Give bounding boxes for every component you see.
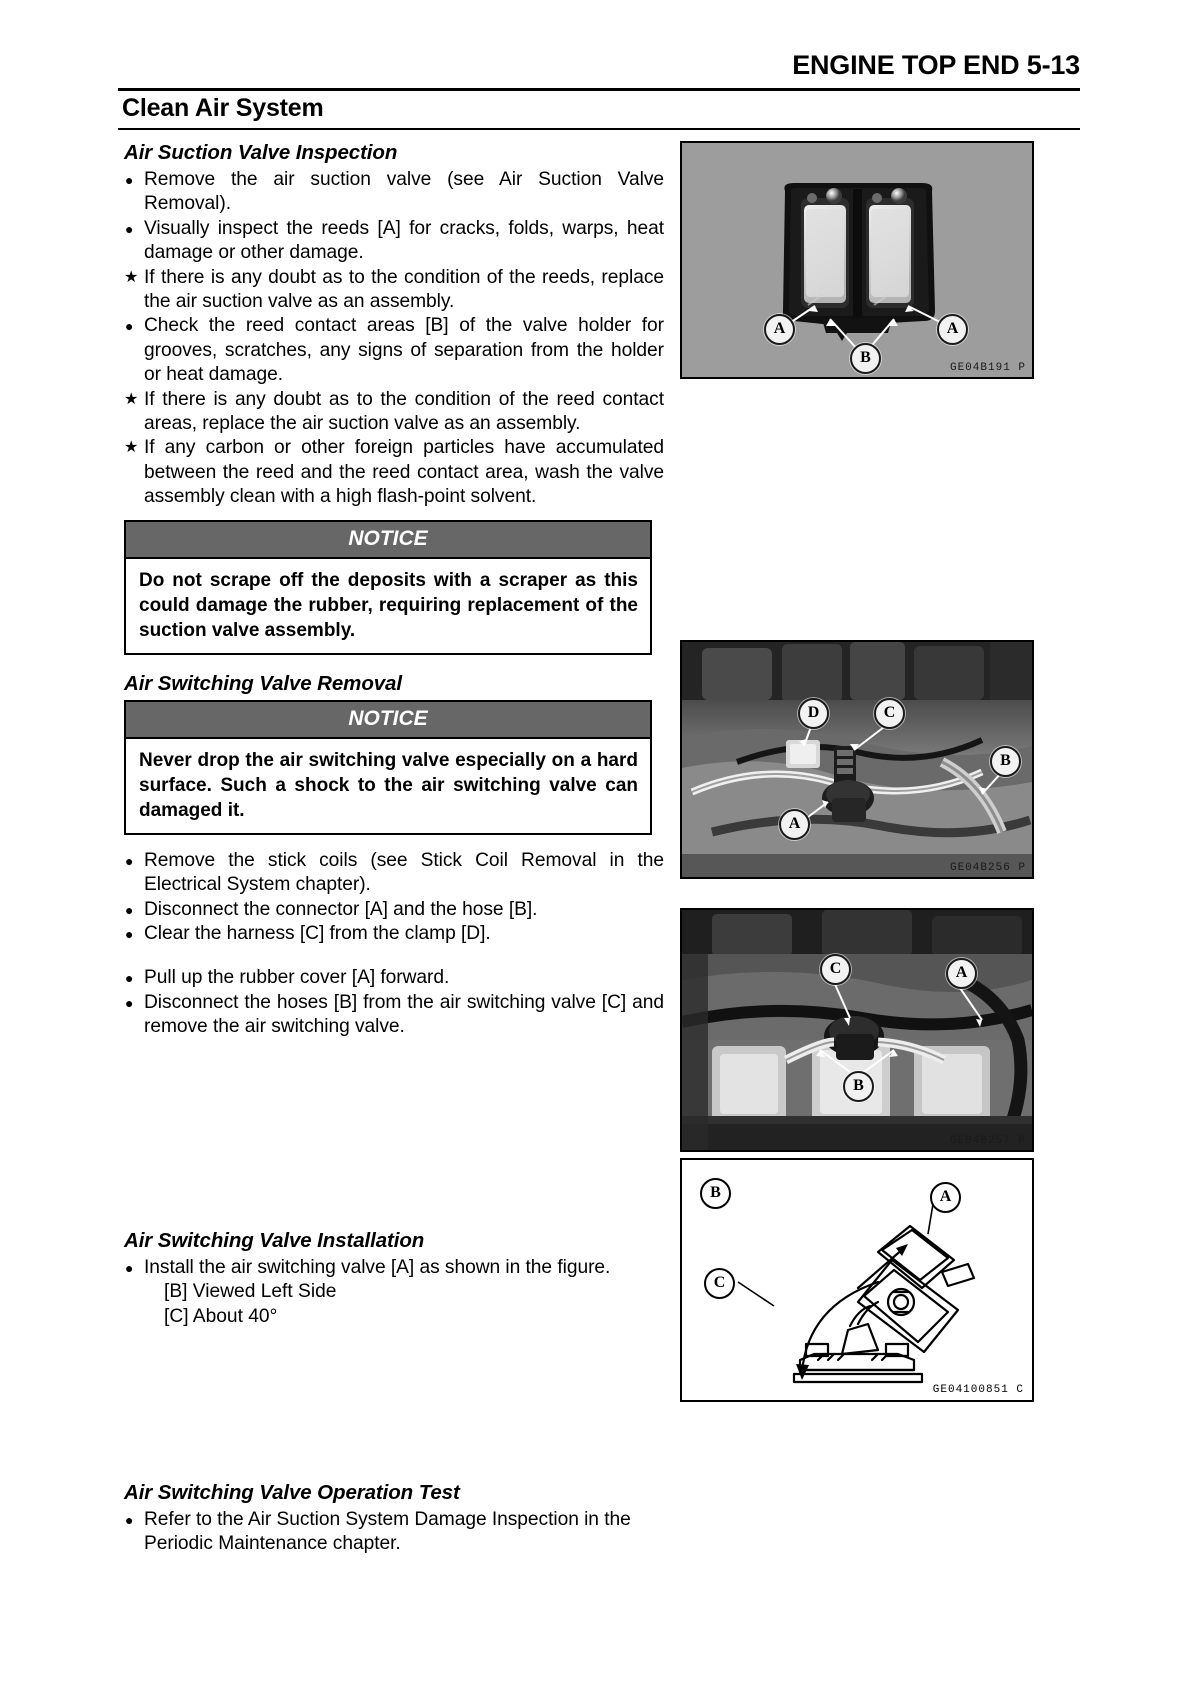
star-icon: ★ xyxy=(124,439,139,457)
figure-id: GE04B256 P xyxy=(949,862,1026,874)
list-removal-group-1 xyxy=(124,849,664,947)
notice-box-scraper xyxy=(124,520,652,655)
figure-id: GE04B257 P xyxy=(949,1135,1026,1147)
heading-air-switching-valve-operation-test: Air Switching Valve Operation Test xyxy=(124,1481,460,1504)
list-item-text: Disconnect the hoses [B] from the air switching valve [C] and remove the air switching valve. xyxy=(144,991,664,1038)
callout-a-right: A xyxy=(937,314,968,345)
bullet-icon: ● xyxy=(125,901,134,918)
callout-a: A xyxy=(946,958,977,989)
list-operation-test xyxy=(124,1508,664,1557)
bullet-icon: ● xyxy=(125,925,134,942)
notice-label: NOTICE xyxy=(126,522,650,559)
bullet-icon: ● xyxy=(125,852,134,869)
page-title: Clean Air System xyxy=(122,94,324,122)
bullet-icon: ● xyxy=(125,994,134,1011)
list-item-text: Visually inspect the reeds [A] for cracks, folds, warps, heat damage or other damage. xyxy=(144,217,664,264)
list-item-text: If there is any doubt as to the condition of the reed contact areas, replace the air suction valve as an assembly. xyxy=(144,388,664,435)
list-item xyxy=(124,922,664,946)
figure-air-suction-valve xyxy=(680,141,1034,379)
figure-air-switching-valve-hoses xyxy=(680,908,1034,1152)
callout-b: B xyxy=(850,343,881,374)
list-item xyxy=(124,1508,664,1557)
figure-air-switching-valve-connector xyxy=(680,640,1034,879)
header-rule xyxy=(118,88,1080,91)
installation-block xyxy=(124,1228,664,1329)
notice-text: Do not scrape off the deposits with a scraper as this could damage the rubber, requiring replacement of the suction valve assembly. xyxy=(139,569,638,641)
figure-hoses-graphic xyxy=(682,910,1032,1150)
list-item xyxy=(124,436,664,509)
callout-a-left: A xyxy=(764,314,795,345)
figure-connector-graphic xyxy=(682,642,1032,877)
list-installation xyxy=(124,1256,664,1280)
bullet-icon: ● xyxy=(125,172,134,188)
heading-air-switching-valve-removal: Air Switching Valve Removal xyxy=(124,671,402,695)
list-item xyxy=(124,849,664,898)
list-item-text: Remove the stick coils (see Stick Coil Removal in the Electrical System chapter). xyxy=(144,849,664,896)
callout-d: D xyxy=(798,698,829,729)
list-removal-group-2 xyxy=(124,966,664,1039)
notice-label: NOTICE xyxy=(126,702,650,739)
list-item xyxy=(124,314,664,387)
bullet-icon: ● xyxy=(125,220,134,237)
list-item xyxy=(124,168,664,217)
figure-installation-lineart xyxy=(680,1158,1034,1402)
list-item-text: Pull up the rubber cover [A] forward. xyxy=(144,967,450,989)
callout-legend-c: [C] About 40° xyxy=(164,1305,278,1327)
callout-c: C xyxy=(874,698,905,729)
list-item xyxy=(124,217,664,266)
text-column xyxy=(124,140,664,1040)
notice-body xyxy=(126,739,650,833)
bullet-icon: ● xyxy=(125,1260,134,1276)
list-item xyxy=(124,388,664,437)
bullet-icon: ● xyxy=(125,970,134,987)
list-item-text: Check the reed contact areas [B] of the valve holder for grooves, scratches, any signs of separation from the holder or heat damage. xyxy=(144,315,664,386)
list-item-text: Install the air switching valve [A] as shown in the figure. xyxy=(144,1257,611,1278)
callout-a: A xyxy=(930,1182,961,1213)
figure-id: GE04B191 P xyxy=(949,362,1026,374)
callout-a: A xyxy=(779,809,810,840)
list-item xyxy=(124,991,664,1040)
heading-air-suction-valve-inspection: Air Suction Valve Inspection xyxy=(124,141,398,164)
bullet-icon: ● xyxy=(125,1512,134,1528)
running-head xyxy=(118,50,1080,80)
operation-test-block xyxy=(124,1480,664,1557)
list-item xyxy=(124,266,664,315)
notice-text: Never drop the air switching valve especially on a hard surface. Such a shock to the air switching valve can damaged it. xyxy=(139,749,638,821)
bullet-icon: ● xyxy=(125,318,134,335)
title-rule xyxy=(118,128,1080,130)
notice-box-drop xyxy=(124,700,652,835)
list-item-text: If there is any doubt as to the condition of the reeds, replace the air suction valve as an assembly. xyxy=(144,266,664,313)
list-item-text: Remove the air suction valve (see Air Suction Valve Removal). xyxy=(144,169,664,215)
list-item xyxy=(124,1256,664,1280)
callout-c: C xyxy=(820,954,851,985)
callout-c: C xyxy=(704,1268,735,1299)
list-item-text: Disconnect the connector [A] and the hose [B]. xyxy=(144,898,538,920)
list-item-text: Clear the harness [C] from the clamp [D]. xyxy=(144,922,491,944)
heading-air-switching-valve-installation: Air Switching Valve Installation xyxy=(124,1229,425,1252)
callout-b: B xyxy=(843,1071,874,1102)
callout-legend-b: [B] Viewed Left Side xyxy=(164,1281,337,1303)
star-icon: ★ xyxy=(124,390,139,408)
callout-b: B xyxy=(700,1178,731,1209)
list-item-text: Refer to the Air Suction System Damage Inspection in the Periodic Maintenance chapter. xyxy=(144,1509,631,1555)
running-head-text: ENGINE TOP END 5-13 xyxy=(792,50,1080,80)
list-item xyxy=(124,966,664,990)
figure-id: GE04100851 C xyxy=(932,1384,1024,1396)
list-item-text: If any carbon or other foreign particles have accumulated between the reed and the reed contact area, wash the valve assembly clean with a high flash-point solvent. xyxy=(144,437,664,508)
notice-body xyxy=(126,559,650,653)
figure-air-suction-valve-graphic xyxy=(682,143,1032,377)
star-icon: ★ xyxy=(124,268,139,286)
list-item xyxy=(124,898,664,922)
callout-b: B xyxy=(990,746,1021,777)
list-air-suction-valve-inspection xyxy=(124,168,664,510)
